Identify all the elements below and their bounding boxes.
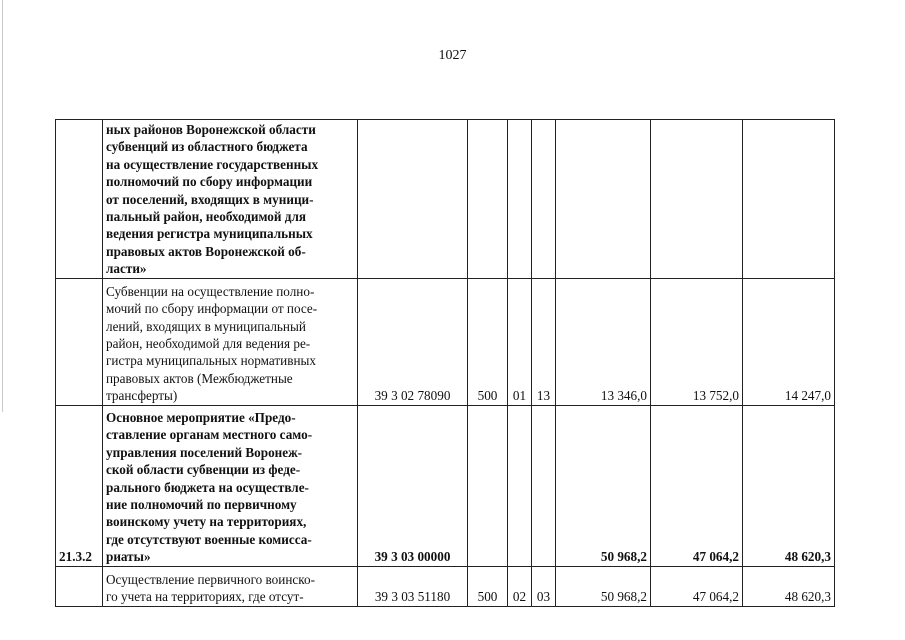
row-rz: 01 [508, 278, 532, 405]
row-number [56, 120, 103, 279]
row-code: 39 3 02 78090 [358, 278, 468, 405]
row-year3: 14 247,0 [743, 278, 835, 405]
row-year3 [743, 120, 835, 279]
row-pr [532, 120, 556, 279]
row-pr [532, 405, 556, 566]
row-year3: 48 620,3 [743, 405, 835, 566]
row-number [56, 278, 103, 405]
row-year2: 47 064,2 [651, 566, 743, 606]
row-code: 39 3 03 51180 [358, 566, 468, 606]
budget-table [55, 119, 835, 607]
row-pr: 13 [532, 278, 556, 405]
row-code: 39 3 03 00000 [358, 405, 468, 566]
row-pr: 03 [532, 566, 556, 606]
table-row [56, 278, 835, 405]
row-rz [508, 405, 532, 566]
row-year3: 48 620,3 [743, 566, 835, 606]
row-number: 21.3.2 [56, 405, 103, 566]
row-name [103, 405, 358, 566]
page-number: 1027 [438, 48, 467, 63]
row-rz [508, 120, 532, 279]
row-name-text: Субвенции на осуществление полно- мочий по сбору информации от посе- лений, входящих в муниципальный район, необходимой для ведения ре- гистра муниципальных нормативных правовых актов (Межбюджетные трансферты) [106, 283, 318, 404]
table-row [56, 120, 835, 279]
row-vr [468, 120, 508, 279]
row-name [103, 566, 358, 606]
table-row [56, 566, 835, 606]
row-vr: 500 [468, 278, 508, 405]
row-rz: 02 [508, 566, 532, 606]
row-year2: 47 064,2 [651, 405, 743, 566]
row-year1: 50 968,2 [556, 405, 651, 566]
row-name [103, 120, 358, 279]
row-vr [468, 405, 508, 566]
row-name-text: ных районов Воронежской области субвенций из областного бюджета на осуществление государственных полномочий по сбору информации от поселений, входящих в муници- пальный район, необходимой для ведения регистра муниципальных правовых актов Воронежской об- ласти» [106, 122, 319, 277]
row-vr: 500 [468, 566, 508, 606]
row-code [358, 120, 468, 279]
row-name-text: Осуществление первичного воинско- го учета на территориях, где отсут- [106, 571, 315, 605]
table-row [56, 405, 835, 566]
row-name [103, 278, 358, 405]
row-year1 [556, 120, 651, 279]
row-number [56, 566, 103, 606]
row-year1: 13 346,0 [556, 278, 651, 405]
row-name-text: Основное мероприятие «Предо- ставление органам местного само- управления поселений Воронеж- ской области субвенции из феде- рального бюджета на осуществле- ние полномочий по первичному воинскому учету на территориях, где отсутствуют военные комисса- риаты» [106, 410, 313, 565]
row-year1: 50 968,2 [556, 566, 651, 606]
row-year2: 13 752,0 [651, 278, 743, 405]
row-year2 [651, 120, 743, 279]
scan-margin-line [2, 0, 3, 412]
